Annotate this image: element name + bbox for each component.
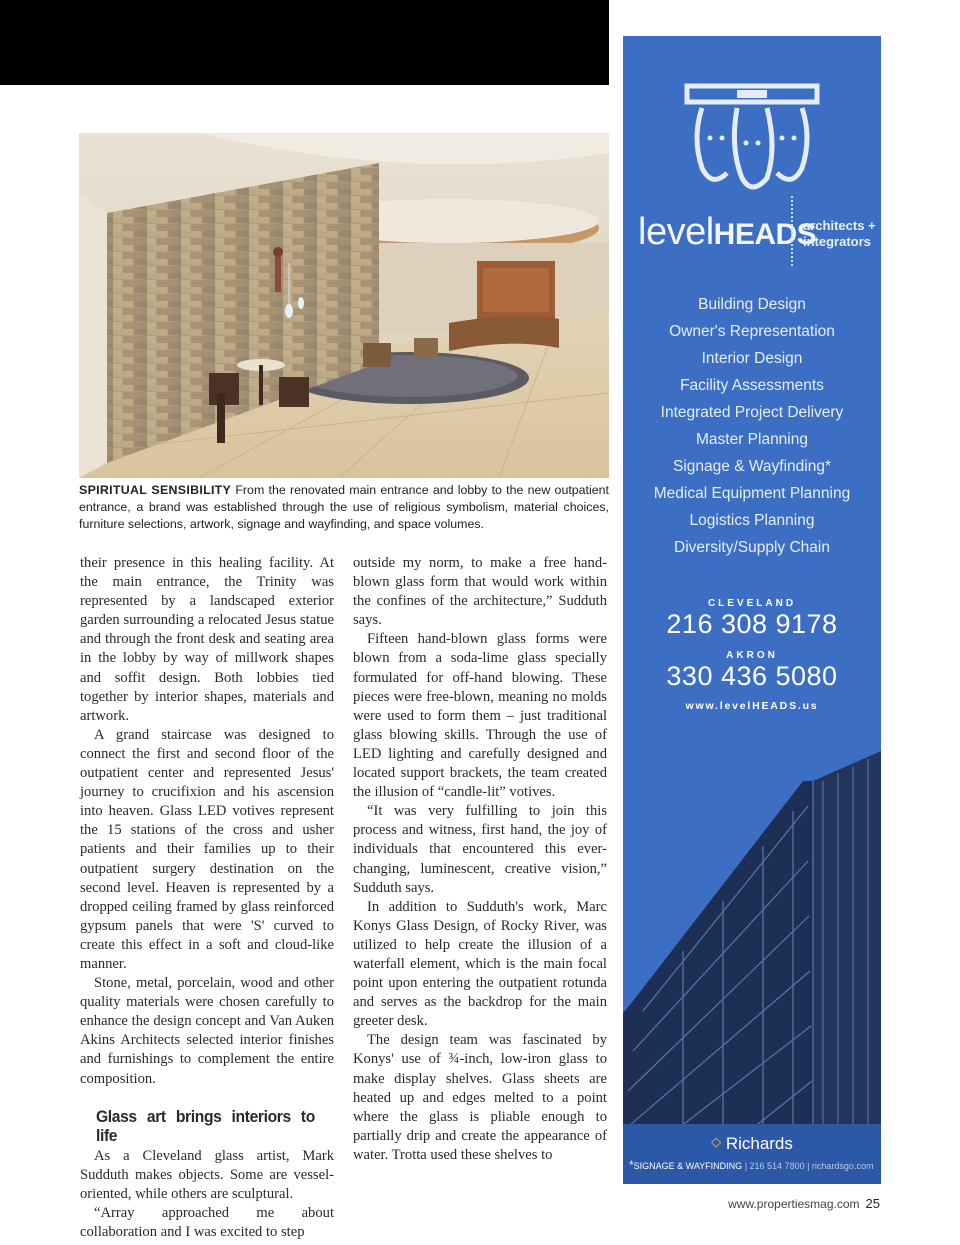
paragraph: Fifteen hand-blown glass forms were blown from a soda-lime glass specially formulated for off-hand blowing. These pieces were free-blown, meaning no molds were used to form them – just traditional glass blowing skills. Through the use of LED lighting and carefully designed and located support brackets, the team created the illusion of “candle-lit” votives.	[353, 631, 607, 801]
service-item: Signage & Wayfinding*	[673, 458, 831, 475]
article-column-2	[353, 554, 607, 1165]
partner-asterisk: *	[629, 1158, 634, 1172]
partner-details: | 216 514 7800 | richardsgo.com	[742, 1161, 874, 1171]
photo-caption	[79, 482, 609, 533]
contact-block	[623, 598, 881, 712]
lobby-photo	[79, 133, 609, 478]
brand-level: level	[638, 211, 714, 253]
paragraph: As a Cleveland glass artist, Mark Sudduth makes objects. Some are vessel-oriented, while others are sculptural.	[80, 1147, 334, 1202]
paragraph: Stone, metal, porcelain, wood and other quality materials were chosen carefully to enhance the design concept and Van Auken Akins Architects selected interior finishes and furnishings to complement the entire composition.	[80, 975, 334, 1087]
paragraph: outside my norm, to make a free hand-blown glass form that would work within the confines of the architecture,” Sudduth says.	[353, 555, 607, 629]
phone-akron: 330 436 5080	[666, 661, 838, 691]
phone-cleveland: 216 308 9178	[666, 609, 838, 639]
service-item: Master Planning	[695, 431, 808, 448]
partner-bar	[623, 1124, 881, 1184]
paragraph: “It was very fulfilling to join this process and witness, first hand, the joy of individuals that encountered this ever-changing, luminescent, creative vision,” Sudduth says.	[353, 803, 607, 896]
paragraph: The design team was fascinated by Konys' use of ¾-inch, low-iron glass to make display shelves. Glass sheets are heated up and edges melted to a point where the glass is pliable enough to partially drip and create the appearance of water. Trotta used these shelves to	[353, 1032, 607, 1163]
page-number: 25	[865, 1196, 880, 1211]
service-item: Diversity/Supply Chain	[674, 539, 830, 556]
city-cleveland: CLEVELAND	[707, 598, 797, 609]
caption-text: From the renovated main entrance and lobby to the new outpatient entrance, a brand was established through the use of religious symbolism, material choices, furniture selections, artwork, signage and wayfinding, and space volumes.	[79, 483, 609, 531]
city-akron: AKRON	[726, 650, 778, 661]
footer-site[interactable]: www.propertiesmag.com	[728, 1197, 860, 1211]
brand-wordmark	[638, 211, 816, 254]
brand-tagline	[803, 218, 876, 250]
services-list	[623, 291, 881, 561]
service-item: Facility Assessments	[680, 377, 824, 394]
partner-contact-line	[629, 1158, 881, 1172]
three-heads-logo-icon	[682, 78, 822, 198]
paragraph: their presence in this healing facility. At the main entrance, the Trinity was represented by a landscaped exterior garden surrounding a relocated Jesus statue and through the front desk and seating area in the lobby by way of millwork shapes and soffit design. Both lobbies tied together by interior shapes, materials and artwork.	[80, 555, 334, 724]
diamond-icon: ◇	[711, 1134, 722, 1149]
article-column-1	[80, 554, 334, 1242]
building-photo	[623, 751, 881, 1184]
service-item: Building Design	[698, 296, 806, 313]
brand-heads: HEADS	[713, 218, 817, 251]
service-item: Medical Equipment Planning	[653, 485, 851, 502]
partner-logo	[623, 1134, 881, 1154]
caption-label: SPIRITUAL SENSIBILITY	[79, 483, 232, 497]
section-heading: Glass art brings interiors to life	[96, 1106, 315, 1145]
page-footer	[728, 1196, 880, 1211]
tagline-line-1: architects +	[803, 218, 876, 233]
brand-divider	[791, 196, 793, 266]
paragraph: A grand staircase was designed to connect the first and second floor of the outpatient center and represented Jesus' journey to crucifixion and his ascension into heaven. Glass LED votives represent the 15 stations of the cross and usher patients and their families up to their outpatient surgery destination on the second level. Heaven is represented by a dropped ceiling framed by glass reinforced gypsum panels that were 'S' curved to create this effect in a soft and cloud-like manner.	[80, 726, 334, 972]
service-item: Interior Design	[701, 350, 803, 367]
top-black-bar	[0, 0, 609, 85]
service-item: Logistics Planning	[689, 512, 815, 529]
tagline-line-2: integrators	[803, 234, 871, 249]
levelheads-advertisement	[623, 36, 881, 1184]
website-url[interactable]: www.levelHEADS.us	[685, 700, 819, 712]
service-item: Owner's Representation	[669, 323, 835, 340]
partner-label: SIGNAGE & WAYFINDING	[633, 1161, 743, 1171]
paragraph: “Array approached me about collaboration and I was excited to step	[80, 1205, 334, 1241]
service-item: Integrated Project Delivery	[660, 404, 844, 421]
partner-name: Richards	[725, 1134, 793, 1153]
paragraph: In addition to Sudduth's work, Marc Konys Glass Design, of Rocky River, was utilized to help create the illusion of a waterfall element, which is the main focal point upon entering the outpatient rotunda and serves as the backdrop for the main greeter desk.	[353, 898, 607, 1030]
